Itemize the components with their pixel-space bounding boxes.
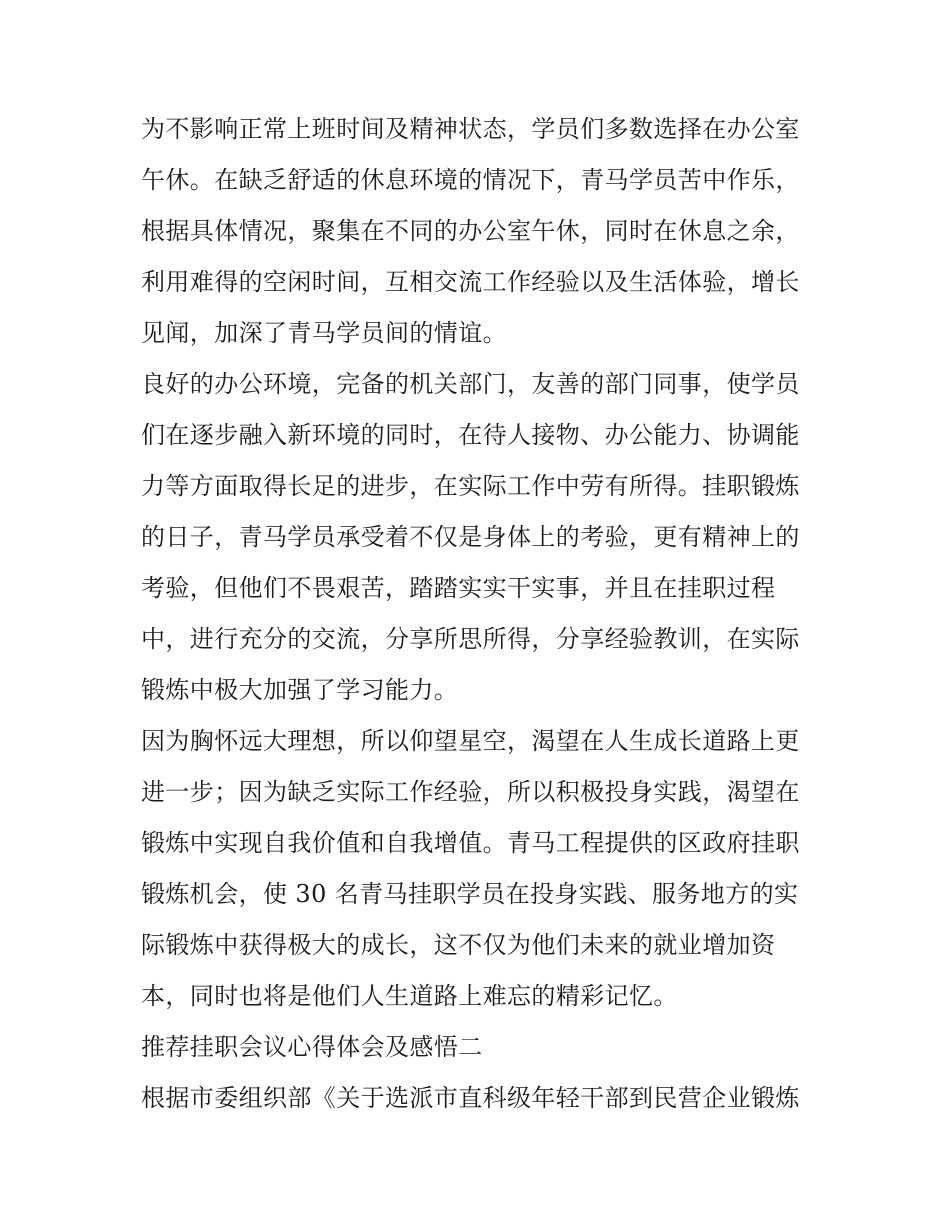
text-line: 根据具体情况，聚集在不同的办公室午休，同时在休息之余， bbox=[141, 217, 800, 245]
text-line: 中，进行充分的交流，分享所思所得，分享经验教训，在实际 bbox=[141, 625, 800, 653]
text-line: 锻炼中实现自我价值和自我增值。青马工程提供的区政府挂职 bbox=[141, 829, 800, 857]
text-line: 根据市委组织部《关于选派市直科级年轻干部到民营企业锻炼 bbox=[141, 1084, 800, 1112]
text-line: 考验，但他们不畏艰苦，踏踏实实干实事，并且在挂职过程 bbox=[141, 574, 776, 602]
document-body bbox=[141, 104, 815, 1124]
text-line: 们在逐步融入新环境的同时，在待人接物、办公能力、协调能 bbox=[141, 421, 800, 449]
text-line: 利用难得的空闲时间，互相交流工作经验以及生活体验，增长 bbox=[141, 268, 800, 296]
text-line: 见闻，加深了青马学员间的情谊。 bbox=[141, 319, 507, 347]
text-line: 为不影响正常上班时间及精神状态，学员们多数选择在办公室 bbox=[141, 115, 800, 143]
text-line: 际锻炼中获得极大的成长，这不仅为他们未来的就业增加资 bbox=[141, 931, 776, 959]
paragraph bbox=[141, 359, 815, 716]
text-line: 进一步；因为缺乏实际工作经验，所以积极投身实践，渴望在 bbox=[141, 778, 800, 806]
text-line: 锻炼机会，使 30 名青马挂职学员在投身实践、服务地方的实 bbox=[141, 880, 799, 908]
paragraph bbox=[141, 1073, 815, 1124]
heading-line: 推荐挂职会议心得体会及感悟二 bbox=[141, 1033, 483, 1061]
paragraph bbox=[141, 716, 815, 1022]
text-line: 因为胸怀远大理想，所以仰望星空，渴望在人生成长道路上更 bbox=[141, 727, 800, 755]
section-heading bbox=[141, 1022, 815, 1073]
paragraph bbox=[141, 104, 815, 359]
text-line: 午休。在缺乏舒适的休息环境的情况下，青马学员苦中作乐， bbox=[141, 166, 800, 194]
text-line: 锻炼中极大加强了学习能力。 bbox=[141, 676, 459, 704]
text-line: 良好的办公环境，完备的机关部门，友善的部门同事，使学员 bbox=[141, 370, 800, 398]
text-line: 本，同时也将是他们人生道路上难忘的精彩记忆。 bbox=[141, 982, 678, 1010]
text-line: 力等方面取得长足的进步，在实际工作中劳有所得。挂职锻炼 bbox=[141, 472, 800, 500]
text-line: 的日子，青马学员承受着不仅是身体上的考验，更有精神上的 bbox=[141, 523, 800, 551]
